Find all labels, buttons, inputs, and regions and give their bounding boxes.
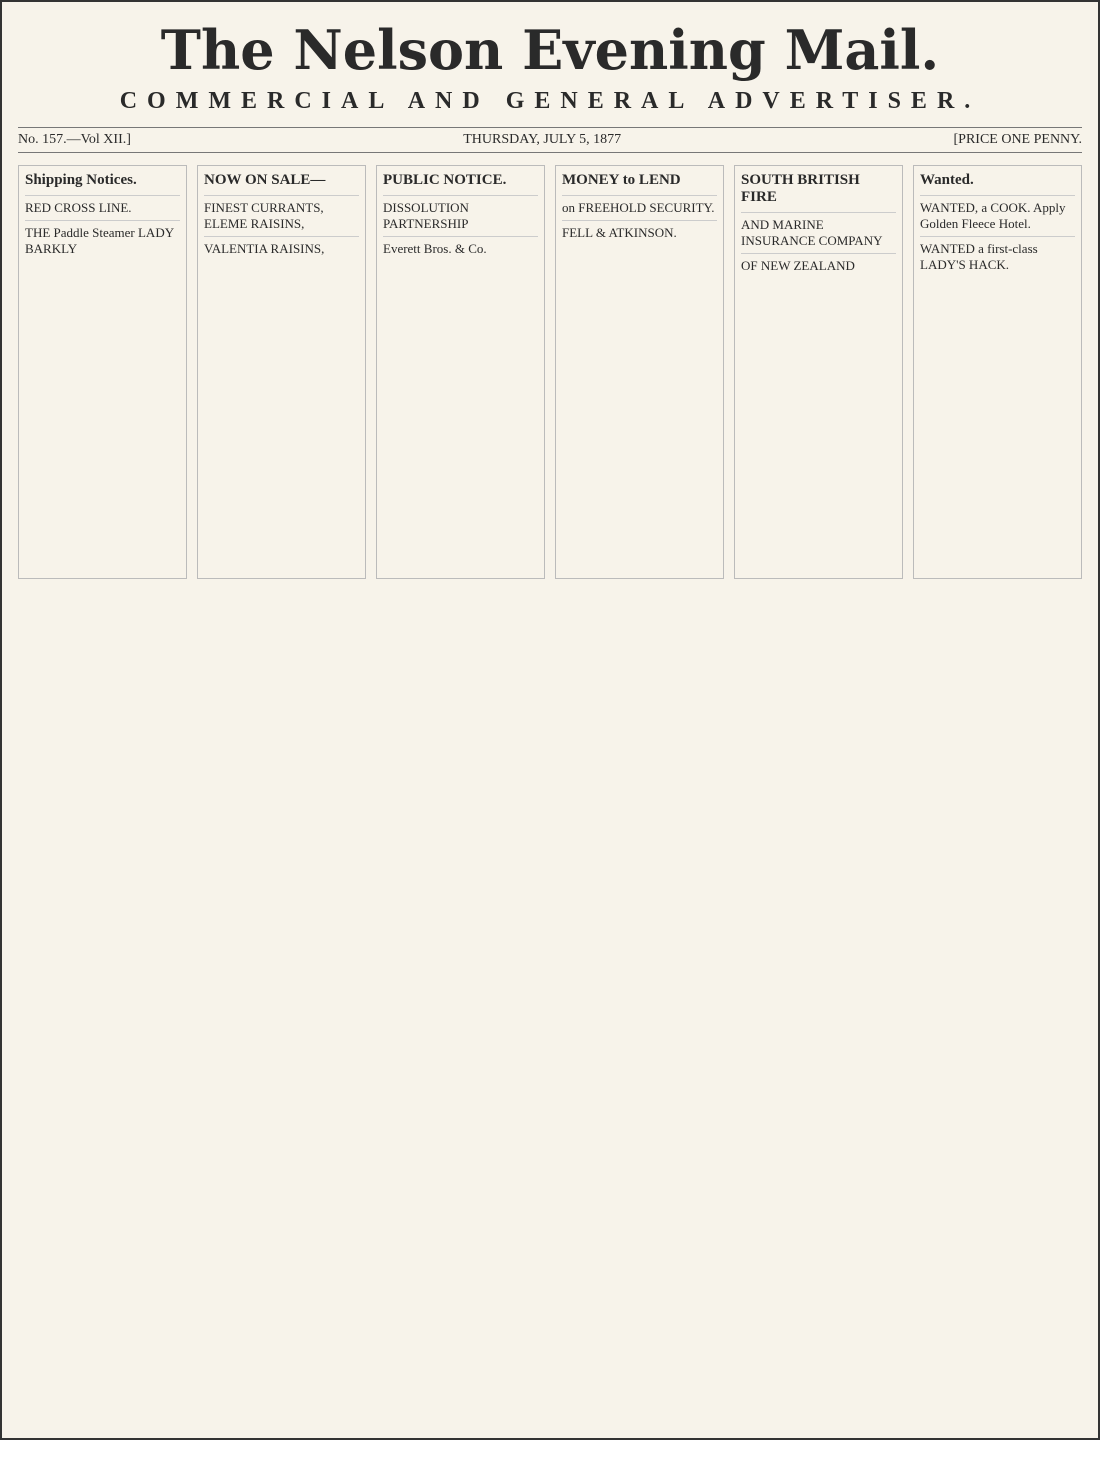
column-2-head: NOW ON SALE— xyxy=(204,172,326,188)
column-5 xyxy=(734,165,903,579)
column-5-notice-1: AND MARINE INSURANCE COMPANY xyxy=(741,212,896,249)
column-2-notice-2: VALENTIA RAISINS, xyxy=(204,236,359,257)
column-2-notice-1: FINEST CURRANTS, ELEME RAISINS, xyxy=(204,195,359,232)
column-5-notice-2: OF NEW ZEALAND xyxy=(741,253,896,274)
column-6-notice-1: WANTED, a COOK. Apply Golden Fleece Hotel. xyxy=(920,195,1075,232)
column-3-notice-1: DISSOLUTION PARTNERSHIP xyxy=(383,195,538,232)
column-5-head: SOUTH BRITISH FIRE xyxy=(741,172,860,205)
column-1-notice-2: THE Paddle Steamer LADY BARKLY xyxy=(25,220,180,257)
column-4-notice-1: on FREEHOLD SECURITY. xyxy=(562,195,717,216)
masthead-title: The Nelson Evening Mail. xyxy=(160,18,940,82)
issue-date: THURSDAY, JULY 5, 1877 xyxy=(463,132,622,147)
issue-price: [PRICE ONE PENNY. xyxy=(953,132,1082,147)
column-6 xyxy=(913,165,1082,579)
column-1-notice-1: RED CROSS LINE. xyxy=(25,195,180,216)
masthead-subtitle: COMMERCIAL AND GENERAL ADVERTISER. xyxy=(119,88,981,114)
columns-grid xyxy=(18,165,1082,579)
column-6-head: Wanted. xyxy=(920,172,974,188)
column-3-notice-2: Everett Bros. & Co. xyxy=(383,236,538,257)
column-3-head: PUBLIC NOTICE. xyxy=(383,172,507,188)
column-4-notice-2: FELL & ATKINSON. xyxy=(562,220,717,241)
column-3 xyxy=(376,165,545,579)
column-1 xyxy=(18,165,187,579)
column-1-head: Shipping Notices. xyxy=(25,172,137,188)
column-4-head: MONEY to LEND xyxy=(562,172,681,188)
issue-info-bar xyxy=(18,127,1082,153)
column-2 xyxy=(197,165,366,579)
column-6-notice-2: WANTED a first-class LADY'S HACK. xyxy=(920,236,1075,273)
issue-number: No. 157.—Vol XII.] xyxy=(18,132,131,147)
column-4 xyxy=(555,165,724,579)
